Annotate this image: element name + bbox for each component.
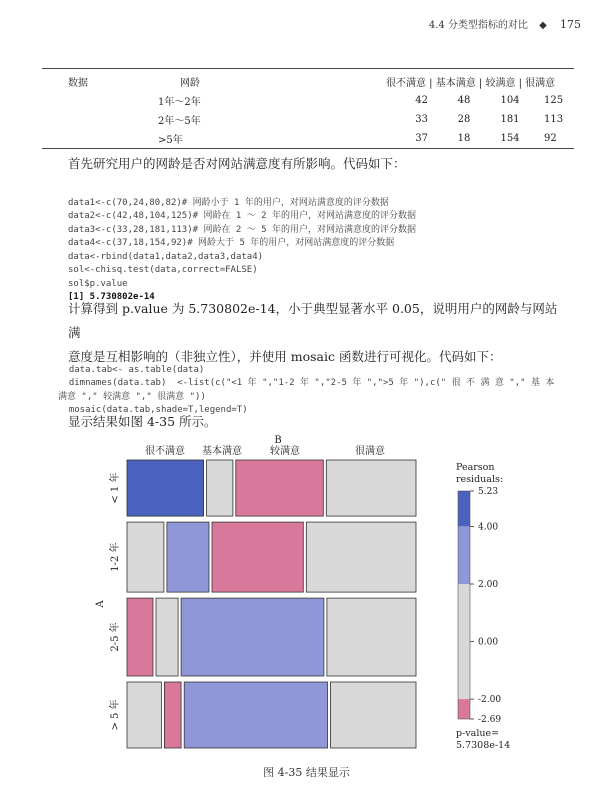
legend-band bbox=[458, 491, 470, 526]
diamond-icon: ◆ bbox=[539, 20, 547, 31]
mosaic-cell bbox=[306, 522, 416, 592]
table-cell: 37 bbox=[415, 133, 428, 144]
mosaic-cell bbox=[167, 522, 209, 592]
y-axis-title: A bbox=[95, 600, 106, 608]
code-output: [1] 5.730802e-14 bbox=[68, 292, 155, 302]
table-cell: 1年～2年 bbox=[158, 97, 201, 108]
figure-caption: 图 4-35 结果显示 bbox=[263, 766, 350, 779]
mosaic-cell bbox=[127, 682, 161, 748]
mosaic-cell bbox=[181, 598, 324, 676]
legend-title: residuals: bbox=[456, 474, 504, 485]
table-header-cell: 数据 bbox=[68, 78, 88, 89]
legend-tick-label: 5.23 bbox=[478, 487, 499, 497]
code-line: sol$p.value bbox=[68, 278, 128, 289]
table-cell: 42 bbox=[415, 95, 428, 106]
mosaic-legend bbox=[456, 462, 510, 751]
table-cell: 18 bbox=[457, 133, 471, 144]
code-line: data.tab<- as.table(data) bbox=[58, 364, 205, 375]
legend-tick-label: 0.00 bbox=[478, 637, 499, 648]
mosaic-cell bbox=[156, 598, 178, 676]
legend-tick-label: 2.00 bbox=[478, 580, 499, 590]
mosaic-cell bbox=[184, 682, 327, 748]
legend-title: Pearson bbox=[456, 462, 495, 473]
mosaic-cell bbox=[330, 682, 416, 748]
p-value-label: p-value= bbox=[456, 728, 500, 739]
row-label: 2-5 年 bbox=[110, 622, 121, 652]
table-cell: 181 bbox=[500, 114, 520, 125]
table-cell: 33 bbox=[415, 114, 428, 125]
mosaic-cell bbox=[164, 682, 181, 748]
legend-tick-label: -2.00 bbox=[478, 695, 502, 706]
code-line: data2<-c(42,48,104,125)# 网龄在 1 ～ 2 年的用户，对网站满意度的评分数据 bbox=[68, 211, 416, 221]
row-label: < 1 年 bbox=[110, 472, 121, 504]
mosaic-cell bbox=[326, 460, 416, 516]
row-label: > 5 年 bbox=[110, 699, 121, 731]
legend-band bbox=[458, 699, 470, 719]
mosaic-cell bbox=[212, 522, 303, 592]
code-line: data1<-c(70,24,80,82)# 网龄小于 1 年的用户，对网站满意度的评分数据 bbox=[68, 197, 389, 208]
table-cell: 125 bbox=[544, 95, 564, 106]
page-number: 175 bbox=[560, 18, 581, 31]
table-cell: 28 bbox=[457, 114, 471, 125]
table-cell: >5年 bbox=[158, 135, 183, 146]
table-cell: 113 bbox=[544, 114, 564, 125]
table-header-cell: 很不满意 | 基本满意 | 较满意 | 很满意 bbox=[386, 78, 556, 89]
legend-tick-label: 4.00 bbox=[478, 522, 499, 533]
paragraph-figure-ref: 显示结果如图 4-35 所示。 bbox=[68, 414, 217, 429]
row-label: 1-2 年 bbox=[110, 542, 121, 572]
mosaic-cell bbox=[207, 460, 233, 516]
code-line: dimnames(data.tab) <-list(c("<1 年 ","1-2 年 ","2-5 年 ",">5 年 "),c(" 很 不 满 意 "," 基 本 bbox=[58, 378, 555, 388]
mosaic-cell bbox=[127, 522, 164, 592]
legend-tick-label: -2.69 bbox=[478, 715, 502, 725]
table-cell: 92 bbox=[544, 133, 557, 144]
table-cell: 154 bbox=[500, 133, 520, 144]
x-axis-title: B bbox=[274, 435, 282, 446]
table-cell: 2年～5年 bbox=[158, 116, 201, 127]
code-line: mosaic(data.tab,shade=T,legend=T) bbox=[58, 405, 248, 415]
column-label: 较满意 bbox=[270, 446, 300, 457]
legend-band bbox=[458, 584, 470, 699]
table-cell: 104 bbox=[500, 95, 520, 106]
column-label: 很不满意 bbox=[145, 446, 185, 457]
section-title: 4.4 分类型指标的对比 bbox=[428, 20, 528, 31]
code-line: data3<-c(33,28,181,113)# 网龄在 2 ～ 5 年的用户，对网站满意度的评分数据 bbox=[68, 224, 416, 235]
table-cell: 48 bbox=[457, 95, 471, 106]
table-header-cell: 网龄 bbox=[180, 78, 200, 89]
mosaic-cells bbox=[127, 460, 416, 748]
mosaic-cell bbox=[236, 460, 323, 516]
paragraph-line: 计算得到 p.value 为 5.730802e-14，小于典型显著水平 0.05，说明用户的网龄与网站满 bbox=[68, 301, 558, 340]
paragraph-line: 意度是互相影响的（非独立性），并使用 mosaic 函数进行可视化。代码如下： bbox=[68, 349, 502, 364]
code-line: sol<-chisq.test(data,correct=FALSE) bbox=[68, 265, 258, 275]
mosaic-cell bbox=[327, 598, 416, 676]
code-line: data4<-c(37,18,154,92)# 网龄大于 5 年的用户，对网站满意度的评分数据 bbox=[68, 238, 395, 248]
mosaic-cell bbox=[127, 598, 153, 676]
mosaic-cell bbox=[127, 460, 204, 516]
p-value-text: 5.7308e-14 bbox=[456, 740, 511, 751]
legend-band bbox=[458, 526, 470, 584]
paragraph-intro: 首先研究用户的网龄是否对网站满意度有所影响。代码如下： bbox=[68, 156, 406, 171]
column-label: 很满意 bbox=[355, 446, 385, 457]
column-label: 基本满意 bbox=[202, 446, 242, 457]
code-line: 满意 "," 较满意 "," 很满意 ")) bbox=[58, 391, 206, 402]
code-line: data<-rbind(data1,data2,data3,data4) bbox=[68, 251, 264, 262]
